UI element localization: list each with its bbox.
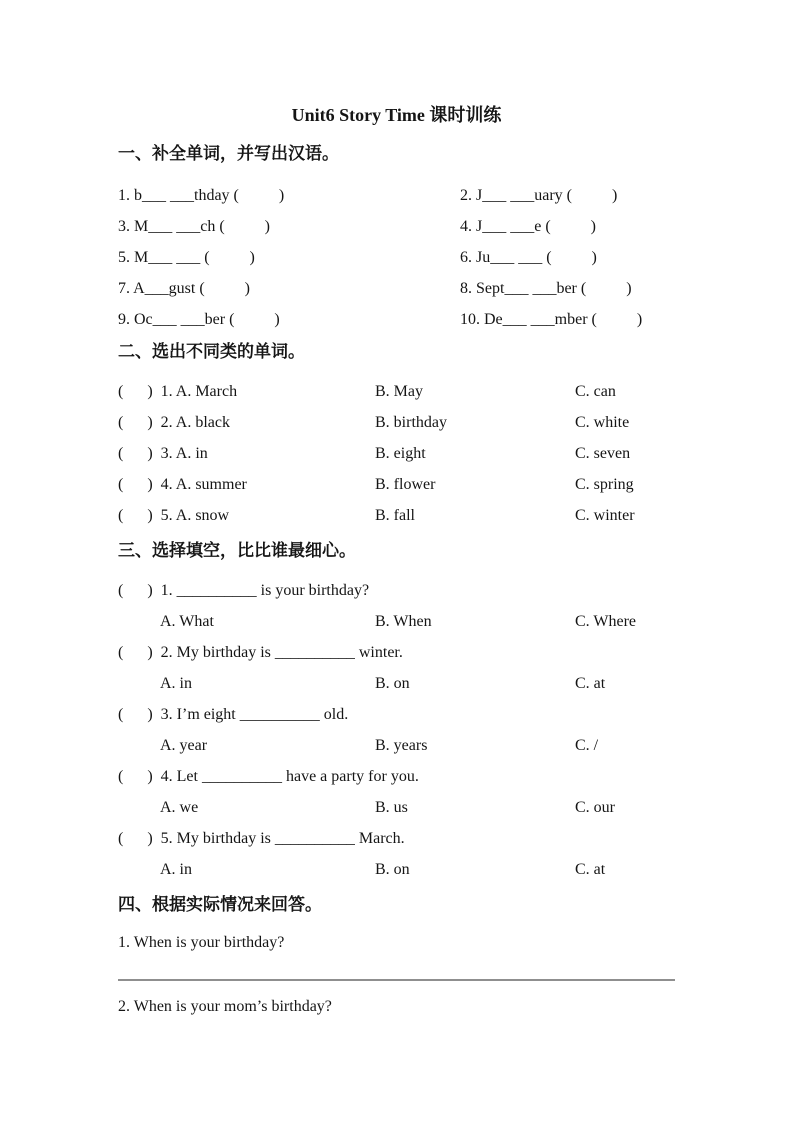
word-item-4: 4. J___ ___e ( ) <box>460 218 596 235</box>
choice-row <box>118 438 675 469</box>
option-a: A. What <box>160 613 214 630</box>
answer-bracket: ( ) <box>118 830 161 847</box>
option-b: B. on <box>375 861 410 878</box>
option-c: C. white <box>575 414 630 431</box>
option-b: B. on <box>375 675 410 692</box>
option-a: A. we <box>160 799 199 816</box>
answer-bracket: ( ) <box>118 383 161 400</box>
option-a: 3. A. in <box>160 445 208 462</box>
options-row <box>118 854 675 885</box>
option-c: C. winter <box>575 507 635 524</box>
choice-2-a <box>118 407 375 438</box>
choice-5-a <box>118 500 375 531</box>
answer-bracket: ( ) <box>118 445 161 462</box>
page-title: Unit6 Story Time 课时训练 <box>291 105 502 125</box>
answer-bracket: ( ) <box>118 768 161 785</box>
answer-line <box>118 979 675 981</box>
option-c: C. / <box>575 737 599 754</box>
question-2: 2. My birthday is __________ winter. <box>160 644 403 661</box>
option-a: A. in <box>160 861 192 878</box>
question-5: 5. My birthday is __________ March. <box>160 830 405 847</box>
options-row <box>118 606 675 637</box>
question-4: 4. Let __________ have a party for you. <box>160 768 419 785</box>
option-b: B. fall <box>375 507 415 524</box>
option-a: 2. A. black <box>160 414 230 431</box>
answer-bracket: ( ) <box>118 706 161 723</box>
option-c: C. Where <box>575 613 637 630</box>
choice-3-a <box>118 438 375 469</box>
option-c: C. can <box>575 383 616 400</box>
section3-heading: 三、选择填空，比比谁最细心。 <box>118 541 356 561</box>
option-b: B. flower <box>375 476 436 493</box>
option-c: C. at <box>575 861 606 878</box>
word-row <box>118 304 675 335</box>
option-b: B. us <box>375 799 408 816</box>
word-item-8: 8. Sept___ ___ber ( ) <box>460 280 632 297</box>
question-row <box>118 699 675 730</box>
option-a: A. in <box>160 675 192 692</box>
section1-heading: 一、补全单词，并写出汉语。 <box>118 144 339 164</box>
free-question-2: 2. When is your mom’s birthday? <box>118 998 332 1015</box>
word-item-2: 2. J___ ___uary ( ) <box>460 187 618 204</box>
word-item-10: 10. De___ ___mber ( ) <box>460 311 643 328</box>
option-a: 5. A. snow <box>160 507 230 524</box>
option-c: C. spring <box>575 476 634 493</box>
option-b: B. years <box>375 737 428 754</box>
option-a: A. year <box>160 737 208 754</box>
word-item-5: 5. M___ ___ ( ) <box>118 249 255 266</box>
word-row <box>118 273 675 304</box>
answer-bracket: ( ) <box>118 507 161 524</box>
choice-row <box>118 469 675 500</box>
options-row <box>118 668 675 699</box>
question-row <box>118 637 675 668</box>
option-c: C. seven <box>575 445 631 462</box>
word-item-1: 1. b___ ___thday ( ) <box>118 187 285 204</box>
option-b: B. When <box>375 613 432 630</box>
section2-choice-list <box>118 376 675 531</box>
option-a: 1. A. March <box>160 383 238 400</box>
word-item-3: 3. M___ ___ch ( ) <box>118 218 270 235</box>
answer-bracket: ( ) <box>118 582 161 599</box>
answer-bracket: ( ) <box>118 476 161 493</box>
option-c: C. at <box>575 675 606 692</box>
section3-fill-list <box>118 575 675 885</box>
option-c: C. our <box>575 799 615 816</box>
options-row <box>118 792 675 823</box>
options-row <box>118 730 675 761</box>
free-question-1: 1. When is your birthday? <box>118 934 285 951</box>
question-1: 1. __________ is your birthday? <box>160 582 370 599</box>
word-row <box>118 180 675 211</box>
section4-heading: 四、根据实际情况来回答。 <box>118 895 322 915</box>
word-item-9: 9. Oc___ ___ber ( ) <box>118 311 280 328</box>
question-row <box>118 761 675 792</box>
answer-bracket: ( ) <box>118 644 161 661</box>
option-b: B. birthday <box>375 414 447 431</box>
word-item-6: 6. Ju___ ___ ( ) <box>460 249 597 266</box>
section1-word-list <box>118 180 675 335</box>
choice-row <box>118 376 675 407</box>
question-row <box>118 575 675 606</box>
word-row <box>118 242 675 273</box>
section2-heading: 二、选出不同类的单词。 <box>118 342 305 362</box>
word-item-7: 7. A___gust ( ) <box>118 280 250 297</box>
question-3: 3. I’m eight __________ old. <box>160 706 349 723</box>
option-b: B. May <box>375 383 423 400</box>
option-a: 4. A. summer <box>160 476 247 493</box>
question-row <box>118 823 675 854</box>
choice-4-a <box>118 469 375 500</box>
word-row <box>118 211 675 242</box>
option-b: B. eight <box>375 445 426 462</box>
choice-row <box>118 500 675 531</box>
answer-bracket: ( ) <box>118 414 161 431</box>
choice-row <box>118 407 675 438</box>
choice-1-a <box>118 376 375 407</box>
